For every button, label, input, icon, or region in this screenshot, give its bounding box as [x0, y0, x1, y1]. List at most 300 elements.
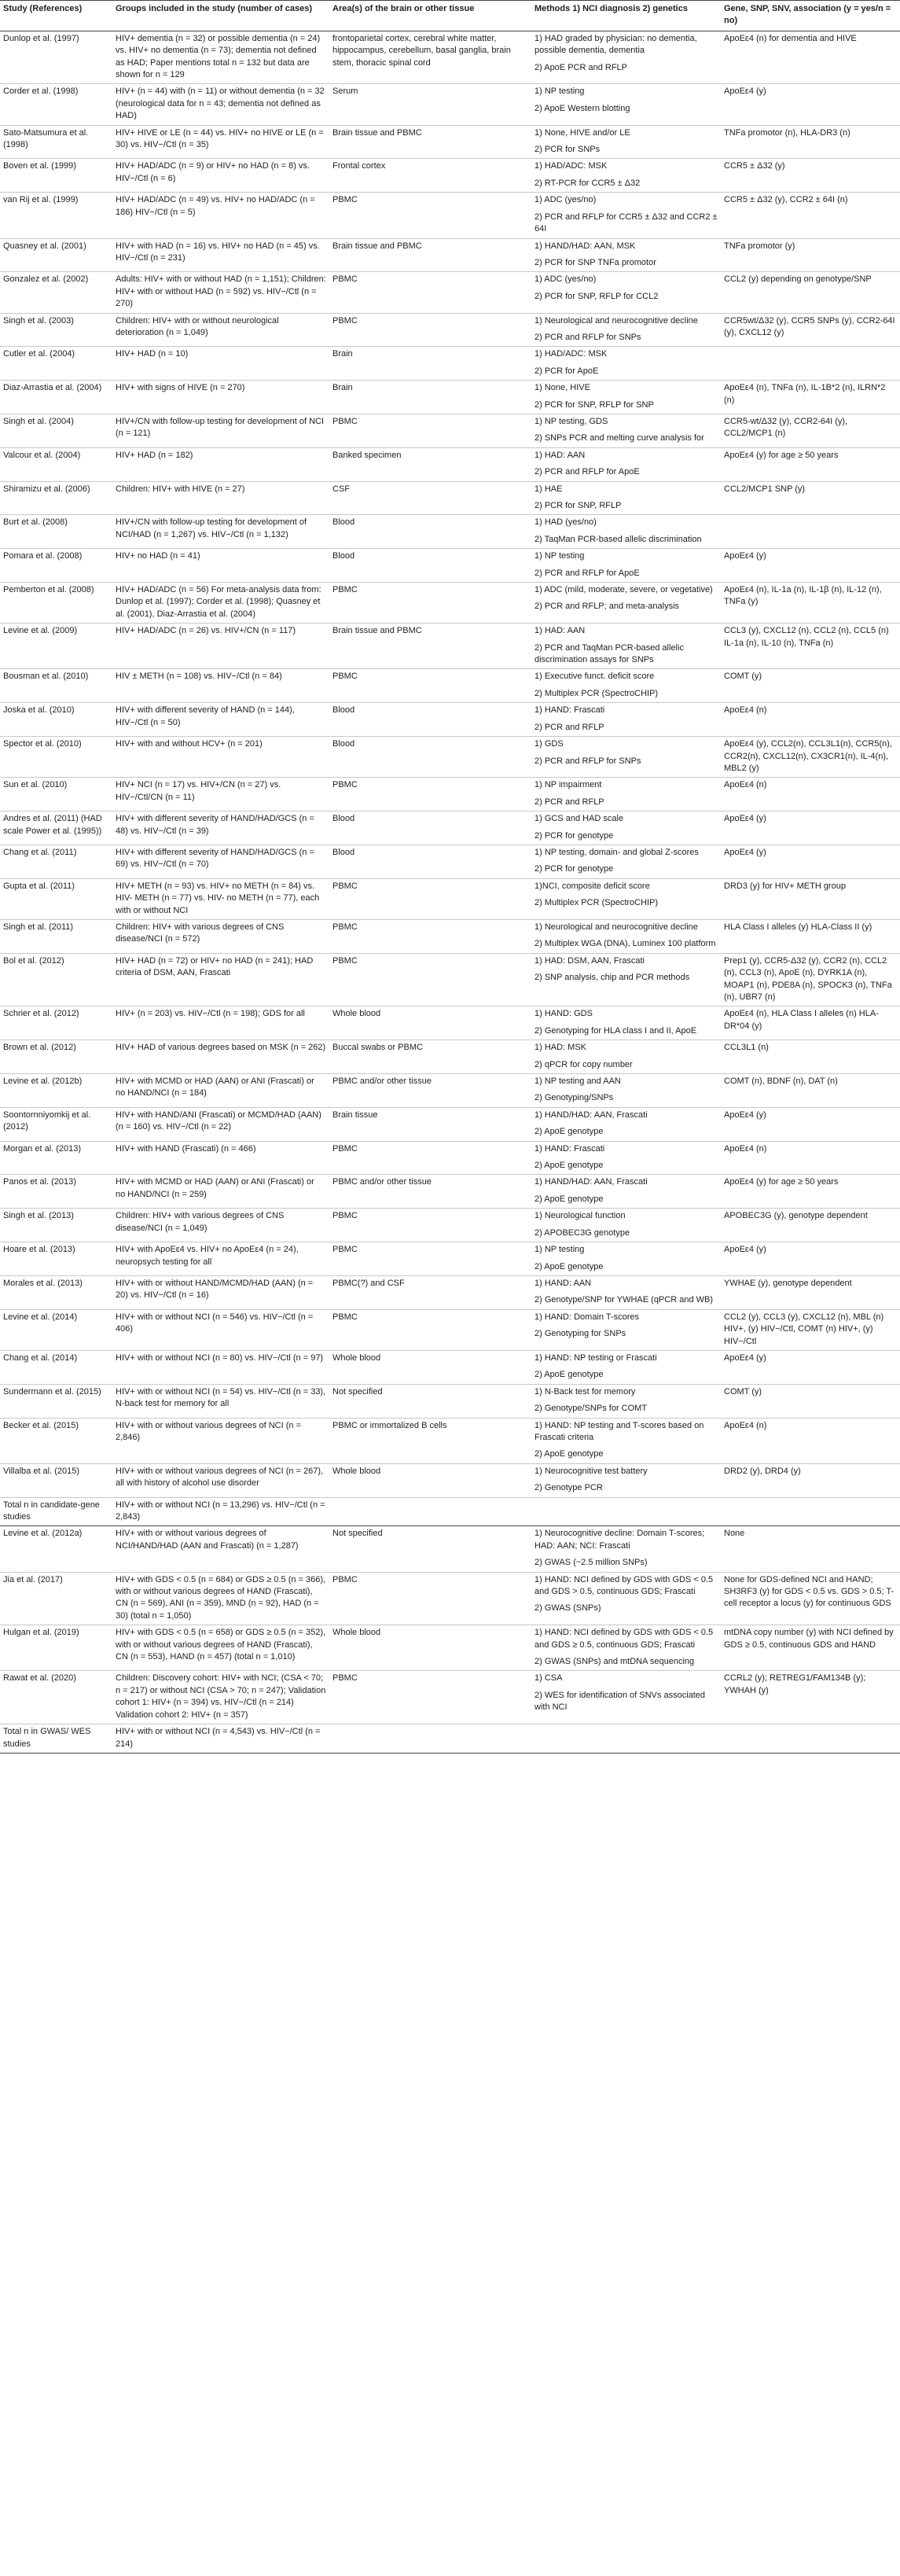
cell-groups: Children: HIV+ with HIVE (n = 27) — [112, 481, 329, 515]
table-row — [0, 953, 900, 1006]
cell-study: Sato-Matsumura et al. (1998) — [0, 125, 112, 159]
total-row — [0, 1497, 900, 1526]
method-line: 2) PCR and RFLP for ApoE — [534, 467, 640, 477]
method-line: 2) Genotyping/SNPs — [534, 1093, 614, 1103]
cell-area: Blood — [329, 737, 531, 778]
cell-study: Valcour et al. (2004) — [0, 447, 112, 481]
cell-association: ApoEε4 (n) — [721, 1141, 900, 1175]
cell-association: CCL3L1 (n) — [721, 1040, 900, 1074]
cell-groups: HIV+ with GDS < 0.5 (n = 658) or GDS ≥ 0.5 (n = 352), with or without various degrees of HAND (Frascati), CN (n = 553), HAND (n = 457) (total n = 1,010) — [112, 1625, 329, 1671]
cell-association: None for GDS-defined NCI and HAND; SH3RF3 (y) for GDS < 0.5 vs. GDS > 0.5; T-cell receptor a locus (y) for continuous GDS — [721, 1572, 900, 1625]
cell-association: ApoEε4 (y) — [721, 84, 900, 125]
cell-study: Singh et al. (2004) — [0, 414, 112, 447]
cell-methods — [531, 31, 721, 84]
method-line: 2) PCR for SNP, RFLP for CCL2 — [534, 291, 659, 301]
cell-study: Chang et al. (2014) — [0, 1350, 112, 1384]
table-row — [0, 313, 900, 347]
method-line: 2) Multiplex WGA (DNA), Luminex 100 platform — [534, 939, 716, 949]
cell-groups: HIV+ HAD/ADC (n = 26) vs. HIV+/CN (n = 117) — [112, 624, 329, 669]
method-line: 2) Genotyping for SNPs — [534, 1329, 626, 1339]
method-line: 2) ApoE genotype — [534, 1161, 604, 1171]
cell-study: Pomara et al. (2008) — [0, 549, 112, 583]
table-row — [0, 1526, 900, 1572]
table-row — [0, 481, 900, 515]
cell-association: Prep1 (y), CCR5-Δ32 (y), CCR2 (n), CCL2 (n), CCL3 (n), ApoE (n), DYRK1A (n), MOAP1 (n), PDE8A (n), SPOCK3 (n), TNFa (n), UBR7 (n) — [721, 953, 900, 1006]
cell-groups: HIV+ HAD (n = 10) — [112, 347, 329, 381]
cell-study: van Rij et al. (1999) — [0, 193, 112, 238]
cell-methods — [531, 159, 721, 193]
table-row — [0, 84, 900, 125]
header-row — [0, 1, 900, 31]
method-line: 2) ApoE Western blotting — [534, 103, 630, 113]
cell-groups: HIV+ HAD (n = 72) or HIV+ no HAD (n = 241); HAD criteria of DSM, AAN, Frascati — [112, 953, 329, 1006]
method-line: 2) SNPs PCR and melting curve analysis for — [534, 433, 704, 443]
cell-association: CCRL2 (y); RETREG1/FAM134B (y); YWHAH (y) — [721, 1671, 900, 1724]
cell-groups: HIV+ with HAD (n = 16) vs. HIV+ no HAD (n = 45) vs. HIV−/Ctl (n = 231) — [112, 238, 329, 272]
table-row — [0, 737, 900, 778]
cell-study: Levine et al. (2014) — [0, 1309, 112, 1350]
method-line: 2) ApoE genotype — [534, 1261, 604, 1271]
method-line: 1) NP testing — [534, 1245, 585, 1255]
cell-study: Pemberton et al. (2008) — [0, 583, 112, 624]
cell-association — [721, 1497, 900, 1526]
cell-methods — [531, 1107, 721, 1141]
table-row — [0, 1671, 900, 1724]
table-row — [0, 1275, 900, 1309]
method-line: 1) NP testing — [534, 551, 585, 561]
cell-association: ApoEε4 (y) — [721, 811, 900, 845]
method-line: 1) ADC (mild, moderate, severe, or vegetative) — [534, 585, 713, 595]
cell-methods — [531, 778, 721, 811]
cell-area: PBMC — [329, 1209, 531, 1242]
cell-area: PBMC and/or other tissue — [329, 1175, 531, 1209]
header-groups: Groups included in the study (number of cases) — [112, 1, 329, 31]
cell-methods — [531, 1275, 721, 1309]
method-line: 1) Neurological and neurocognitive decline — [534, 922, 698, 932]
method-line: 2) PCR and RFLP for SNPs — [534, 756, 641, 766]
method-line: 2) GWAS (SNPs) and mtDNA sequencing — [534, 1657, 695, 1667]
cell-association: ApoEε4 (y) for age ≥ 50 years — [721, 447, 900, 481]
cell-area: Not specified — [329, 1384, 531, 1418]
cell-area: Serum — [329, 84, 531, 125]
cell-association: HLA Class I alleles (y) HLA-Class II (y) — [721, 919, 900, 953]
method-line: 2) Genotyping for HLA class I and II, ApoE — [534, 1025, 697, 1036]
cell-groups: HIV+ with or without NCI (n = 546) vs. HIV−/Ctl (n = 406) — [112, 1309, 329, 1350]
cell-groups: HIV+ with ApoEε4 vs. HIV+ no ApoEε4 (n = 24), neuropsych testing for all — [112, 1242, 329, 1276]
cell-groups: HIV+ with MCMD or HAD (AAN) or ANI (Frascati) or no HAND/NCI (n = 259) — [112, 1175, 329, 1209]
method-line: 1) HAE — [534, 484, 563, 494]
table-row — [0, 1209, 900, 1242]
table-row — [0, 1006, 900, 1040]
method-line: 2) PCR for genotype — [534, 864, 614, 874]
cell-study: Total n in candidate-gene studies — [0, 1497, 112, 1526]
table-row — [0, 193, 900, 238]
method-line: 1) CSA — [534, 1673, 563, 1684]
table-row — [0, 669, 900, 703]
cell-area: PBMC — [329, 878, 531, 919]
cell-association: ApoEε4 (n) — [721, 703, 900, 737]
method-line: 2) PCR for SNP, RFLP for SNP — [534, 399, 654, 410]
cell-study: Levine et al. (2009) — [0, 624, 112, 669]
method-line: 1) HAND: NP testing and T-scores based on Frascati criteria — [534, 1420, 704, 1442]
cell-association: CCR5wt/Δ32 (y), CCR5 SNPs (y), CCR2-64I (y), CXCL12 (y) — [721, 313, 900, 347]
cell-groups: HIV+/CN with follow-up testing for development of NCI/HAD (n = 1,267) vs. HIV−/Ctl (n = 1,132) — [112, 515, 329, 549]
cell-study: Rawat et al. (2020) — [0, 1671, 112, 1724]
table-row — [0, 159, 900, 193]
table-row — [0, 1175, 900, 1209]
cell-study: Andres et al. (2011) (HAD scale Power et al. (1995)) — [0, 811, 112, 845]
cell-association: COMT (y) — [721, 1384, 900, 1418]
method-line: 1) NP testing, domain- and global Z-scores — [534, 847, 699, 857]
method-line: 1) HAD: DSM, AAN, Frascati — [534, 955, 645, 966]
cell-study: Shiramizu et al. (2006) — [0, 481, 112, 515]
cell-groups: Children: HIV+ with various degrees of CNS disease/NCI (n = 1,049) — [112, 1209, 329, 1242]
method-line: 1) Neurological function — [534, 1211, 626, 1221]
cell-study: Hoare et al. (2013) — [0, 1242, 112, 1276]
table-row — [0, 811, 900, 845]
cell-area: Brain tissue — [329, 1107, 531, 1141]
cell-methods — [531, 583, 721, 624]
cell-area: Not specified — [329, 1526, 531, 1572]
cell-groups: HIV+ HAD/ADC (n = 49) vs. HIV+ no HAD/ADC (n = 186) HIV−/Ctl (n = 5) — [112, 193, 329, 238]
cell-study: Schrier et al. (2012) — [0, 1006, 112, 1040]
cell-groups: HIV+/CN with follow-up testing for development of NCI (n = 121) — [112, 414, 329, 447]
cell-methods — [531, 549, 721, 583]
table-row — [0, 1384, 900, 1418]
cell-groups: HIV+ with HAND/ANI (Frascati) or MCMD/HAD (AAN) (n = 160) vs. HIV−/Ctl (n = 22) — [112, 1107, 329, 1141]
cell-area: CSF — [329, 481, 531, 515]
table-row — [0, 381, 900, 414]
method-line: 2) SNP analysis, chip and PCR methods — [534, 973, 690, 983]
method-line: 1) None, HIVE and/or LE — [534, 127, 630, 138]
cell-methods — [531, 1242, 721, 1276]
cell-study: Villalba et al. (2015) — [0, 1463, 112, 1497]
method-line: 2) WES for identification of SNVs associated with NCI — [534, 1690, 706, 1713]
cell-groups: HIV ± METH (n = 108) vs. HIV−/Ctl (n = 84) — [112, 669, 329, 703]
method-line: 1) HAD: MSK — [534, 1043, 587, 1053]
cell-groups: HIV+ with or without NCI (n = 80) vs. HIV−/Ctl (n = 97) — [112, 1350, 329, 1384]
method-line: 2) APOBEC3G genotype — [534, 1227, 630, 1238]
cell-groups: HIV+ METH (n = 93) vs. HIV+ no METH (n = 84) vs. HIV- METH (n = 77) vs. HIV- no METH (n = 77), each with or without NCI — [112, 878, 329, 919]
cell-area: PBMC — [329, 953, 531, 1006]
method-line: 1) N-Back test for memory — [534, 1386, 636, 1397]
cell-methods — [531, 1418, 721, 1463]
cell-methods — [531, 953, 721, 1006]
cell-area: Blood — [329, 845, 531, 878]
cell-methods — [531, 1572, 721, 1625]
cell-methods — [531, 1074, 721, 1108]
cell-association — [721, 515, 900, 549]
cell-study: Morgan et al. (2013) — [0, 1141, 112, 1175]
table-row — [0, 778, 900, 811]
cell-association: ApoEε4 (n), HLA Class I alleles (n) HLA-DR*04 (y) — [721, 1006, 900, 1040]
cell-methods — [531, 1671, 721, 1724]
cell-groups: HIV+ HAD/ADC (n = 56) For meta-analysis data from: Dunlop et al. (1997); Corder et al. (1998); Quasney et al. (2001), Diaz-Arrastia et al. (2004) — [112, 583, 329, 624]
cell-association: CCL2 (y), CCL3 (y), CXCL12 (n), MBL (n) HIV+, (y) HIV−/Ctl, COMT (n) HIV+, (y) HIV−/Ctl — [721, 1309, 900, 1350]
method-line: 1) NP testing — [534, 86, 585, 97]
method-line: 2) Multiplex PCR (SpectroCHIP) — [534, 898, 659, 908]
method-line: 1) Neurocognitive test battery — [534, 1466, 648, 1476]
header-methods: Methods 1) NCI diagnosis 2) genetics — [531, 1, 721, 31]
cell-methods — [531, 1040, 721, 1074]
cell-study: Joska et al. (2010) — [0, 703, 112, 737]
cell-groups: HIV+ with or without NCI (n = 54) vs. HIV−/Ctl (n = 33), N-back test for memory for all — [112, 1384, 329, 1418]
cell-groups: HIV+ with MCMD or HAD (AAN) or ANI (Frascati) or no HAND/NCI (n = 184) — [112, 1074, 329, 1108]
method-line: 1) GDS — [534, 739, 564, 749]
cell-association: CCR5 ± Δ32 (y), CCR2 ± 64I (n) — [721, 193, 900, 238]
cell-study: Singh et al. (2013) — [0, 1209, 112, 1242]
method-line: 2) ApoE genotype — [534, 1127, 604, 1137]
header-area: Area(s) of the brain or other tissue — [329, 1, 531, 31]
cell-area: Whole blood — [329, 1625, 531, 1671]
cell-area: PBMC — [329, 272, 531, 313]
method-line: 1)NCI, composite deficit score — [534, 881, 650, 891]
cell-groups: Adults: HIV+ with or without HAD (n = 1,151); Children: HIV+ with or without HAD (n = 592) vs. HIV−/Ctl (n = 270) — [112, 272, 329, 313]
cell-groups: HIV+ with different severity of HAND/HAD/GCS (n = 69) vs. HIV−/Ctl (n = 70) — [112, 845, 329, 878]
cell-methods — [531, 515, 721, 549]
table-row — [0, 1040, 900, 1074]
method-line: 2) PCR for SNP, RFLP — [534, 501, 622, 510]
method-line: 1) ADC (yes/no) — [534, 274, 597, 285]
cell-groups: HIV+ with HAND (Frascati) (n = 466) — [112, 1141, 329, 1175]
method-line: 1) NP testing and AAN — [534, 1076, 621, 1087]
cell-groups: HIV+ dementia (n = 32) or possible dementia (n = 24) vs. HIV+ no dementia (n = 73); dementia not defined as HAD; Paper mentions total n = 132 but data are shown for n = 129 — [112, 31, 329, 84]
cell-area: PBMC — [329, 919, 531, 953]
cell-methods — [531, 878, 721, 919]
method-line: 2) PCR for genotype — [534, 830, 614, 841]
cell-association: CCL2/MCP1 SNP (y) — [721, 481, 900, 515]
cell-study: Dunlop et al. (1997) — [0, 31, 112, 84]
cell-groups: Children: Discovery cohort: HIV+ with NCI; (CSA < 70; n = 217) or without NCI (CSA > 70; n = 247); Validation cohort 1: HIV+ (n = 394) vs. HIV−/Ctl (n = 214) Validation cohort 2: HIV+ (n = 357) — [112, 1671, 329, 1724]
cell-area: PBMC — [329, 1141, 531, 1175]
cell-area: Brain tissue and PBMC — [329, 125, 531, 159]
table-row — [0, 1418, 900, 1463]
cell-groups: HIV+ HAD/ADC (n = 9) or HIV+ no HAD (n = 8) vs. HIV−/Ctl (n = 6) — [112, 159, 329, 193]
cell-association: ApoEε4 (y) — [721, 845, 900, 878]
cell-area: frontoparietal cortex, cerebral white matter, hippocampus, cerebellum, basal ganglia, brain stem, thoracic spinal cord — [329, 31, 531, 84]
cell-area: Buccal swabs or PBMC — [329, 1040, 531, 1074]
cell-study: Diaz-Arrastia et al. (2004) — [0, 381, 112, 414]
method-line: 2) GWAS (~2.5 million SNPs) — [534, 1558, 648, 1568]
table-row — [0, 1141, 900, 1175]
cell-association: ApoEε4 (y) — [721, 549, 900, 583]
cell-study: Sundermann et al. (2015) — [0, 1384, 112, 1418]
cell-methods — [531, 347, 721, 381]
method-line: 2) Genotype/SNP for YWHAE (qPCR and WB) — [534, 1295, 714, 1305]
method-line: 2) PCR and RFLP; and meta-analysis — [534, 602, 680, 612]
table-row — [0, 1463, 900, 1497]
cell-study: Spector et al. (2010) — [0, 737, 112, 778]
method-line: 1) Executive funct. deficit score — [534, 672, 655, 682]
method-line: 2) PCR and RFLP for CCR5 ± Δ32 and CCR2 ± 64I — [534, 212, 718, 234]
cell-study: Quasney et al. (2001) — [0, 238, 112, 272]
cell-study: Gupta et al. (2011) — [0, 878, 112, 919]
cell-study: Singh et al. (2003) — [0, 313, 112, 347]
cell-groups: HIV+ HAD of various degrees based on MSK (n = 262) — [112, 1040, 329, 1074]
cell-area: Brain tissue and PBMC — [329, 238, 531, 272]
cell-study: Soontornniyomkij et al. (2012) — [0, 1107, 112, 1141]
cell-groups: HIV+ with or without various degrees of NCI (n = 267), all with history of alcohol use disorder — [112, 1463, 329, 1497]
cell-association: CCR5 ± Δ32 (y) — [721, 159, 900, 193]
cell-study: Levine et al. (2012b) — [0, 1074, 112, 1108]
header-association: Gene, SNP, SNV, association (y = yes/n = no) — [721, 1, 900, 31]
cell-area: PBMC — [329, 1242, 531, 1276]
table-row — [0, 583, 900, 624]
cell-association: CCL3 (y), CXCL12 (n), CCL2 (n), CCL5 (n) IL-1a (n), IL-10 (n), TNFa (n) — [721, 624, 900, 669]
cell-association: COMT (n), BDNF (n), DAT (n) — [721, 1074, 900, 1108]
cell-study: Brown et al. (2012) — [0, 1040, 112, 1074]
cell-methods — [531, 919, 721, 953]
cell-association: ApoEε4 (n) for dementia and HIVE — [721, 31, 900, 84]
method-line: 1) HAND: NP testing or Frascati — [534, 1352, 657, 1363]
cell-study: Boven et al. (1999) — [0, 159, 112, 193]
method-line: 2) TaqMan PCR-based allelic discrimination — [534, 534, 702, 544]
method-line: 1) HAND: GDS — [534, 1009, 593, 1019]
cell-methods — [531, 845, 721, 878]
cell-methods — [531, 481, 721, 515]
method-line: 1) HAD: AAN — [534, 626, 586, 636]
cell-groups: HIV+ (n = 44) with (n = 11) or without dementia (n = 32 (neurological data for n = 43; dementia not defined as HAD) — [112, 84, 329, 125]
method-line: 1) GCS and HAD scale — [534, 814, 624, 824]
table-row — [0, 549, 900, 583]
cell-association — [721, 1724, 900, 1754]
cell-methods — [531, 737, 721, 778]
method-line: 1) HAD/ADC: MSK — [534, 161, 608, 171]
table-row — [0, 515, 900, 549]
cell-area: PBMC — [329, 1309, 531, 1350]
cell-area: PBMC and/or other tissue — [329, 1074, 531, 1108]
method-line: 1) HAND/HAD: AAN, Frascati — [534, 1177, 648, 1187]
cell-area: PBMC(?) and CSF — [329, 1275, 531, 1309]
method-line: 1) NP impairment — [534, 780, 602, 790]
method-line: 2) PCR for SNPs — [534, 145, 601, 155]
cell-area: PBMC — [329, 583, 531, 624]
cell-association: DRD2 (y), DRD4 (y) — [721, 1463, 900, 1497]
method-line: 2) PCR and TaqMan PCR-based allelic discrimination assays for SNPs — [534, 642, 684, 665]
cell-study: Jia et al. (2017) — [0, 1572, 112, 1625]
cell-methods — [531, 1625, 721, 1671]
cell-methods — [531, 1350, 721, 1384]
cell-area: PBMC — [329, 1671, 531, 1724]
cell-area: PBMC — [329, 313, 531, 347]
method-line: 1) HAND: Frascati — [534, 1143, 605, 1154]
cell-methods — [531, 1724, 721, 1754]
cell-area: Blood — [329, 549, 531, 583]
table-row — [0, 878, 900, 919]
cell-area: Brain — [329, 381, 531, 414]
method-line: 2) GWAS (SNPs) — [534, 1603, 601, 1614]
cell-methods — [531, 1497, 721, 1526]
cell-methods — [531, 272, 721, 313]
cell-study: Burt et al. (2008) — [0, 515, 112, 549]
cell-methods — [531, 703, 721, 737]
method-line: 1) HAD (yes/no) — [534, 517, 597, 528]
method-line: 1) Neurocognitive decline: Domain T-scores; HAD: AAN; NCI: Frascati — [534, 1529, 705, 1551]
cell-study: Morales et al. (2013) — [0, 1275, 112, 1309]
method-line: 2) PCR and RFLP — [534, 797, 604, 807]
cell-groups: HIV+ NCI (n = 17) vs. HIV+/CN (n = 27) vs. HIV−/Ctl/CN (n = 11) — [112, 778, 329, 811]
cell-methods — [531, 1175, 721, 1209]
cell-methods — [531, 1209, 721, 1242]
table-row — [0, 414, 900, 447]
cell-area: PBMC — [329, 669, 531, 703]
method-line: 2) PCR and RFLP — [534, 722, 604, 732]
cell-area: Whole blood — [329, 1006, 531, 1040]
cell-area: PBMC — [329, 414, 531, 447]
method-line: 2) PCR for ApoE — [534, 366, 599, 376]
method-line: 1) HAND: Domain T-scores — [534, 1312, 640, 1322]
cell-groups: HIV+ HIVE or LE (n = 44) vs. HIV+ no HIVE or LE (n = 30) vs. HIV−/Ctl (n = 35) — [112, 125, 329, 159]
cell-methods — [531, 1463, 721, 1497]
cell-methods — [531, 238, 721, 272]
cell-association: YWHAE (y), genotype dependent — [721, 1275, 900, 1309]
method-line: 1) Neurological and neurocognitive decline — [534, 315, 698, 326]
cell-area: Brain tissue and PBMC — [329, 624, 531, 669]
cell-methods — [531, 624, 721, 669]
method-line: 2) RT-PCR for CCR5 ± Δ32 — [534, 178, 641, 188]
table-row — [0, 1107, 900, 1141]
method-line: 1) HAND: AAN — [534, 1278, 592, 1288]
cell-groups: HIV+ (n = 203) vs. HIV−/Ctl (n = 198); GDS for all — [112, 1006, 329, 1040]
table-body — [0, 31, 900, 1753]
cell-groups: HIV+ with or without NCI (n = 13,296) vs. HIV−/Ctl (n = 2,843) — [112, 1497, 329, 1526]
cell-area — [329, 1497, 531, 1526]
cell-groups: HIV+ with or without various degrees of NCI (n = 2,846) — [112, 1418, 329, 1463]
cell-methods — [531, 811, 721, 845]
method-line: 1) HAND: NCI defined by GDS with GDS < 0.5 and GDS > 0.5, continuous GDS; Frascati — [534, 1574, 714, 1597]
cell-study: Sun et al. (2010) — [0, 778, 112, 811]
method-line: 2) ApoE genotype — [534, 1194, 604, 1204]
method-line: 2) PCR for SNP TNFa promotor — [534, 257, 656, 267]
method-line: 1) HAD: AAN — [534, 450, 586, 460]
table-row — [0, 31, 900, 84]
method-line: 2) ApoE genotype — [534, 1449, 604, 1459]
method-line: 2) ApoE genotype — [534, 1370, 604, 1380]
cell-methods — [531, 447, 721, 481]
table-header — [0, 1, 900, 31]
cell-area: Whole blood — [329, 1350, 531, 1384]
cell-study: Hulgan et al. (2019) — [0, 1625, 112, 1671]
cell-association — [721, 347, 900, 381]
cell-study: Cutler et al. (2004) — [0, 347, 112, 381]
method-line: 1) HAD/ADC: MSK — [534, 349, 608, 359]
cell-association: ApoEε4 (y) — [721, 1350, 900, 1384]
method-line: 2) Multiplex PCR (SpectroCHIP) — [534, 688, 659, 698]
method-line: 1) ADC (yes/no) — [534, 195, 597, 205]
cell-association: TNFa promotor (y) — [721, 238, 900, 272]
cell-methods — [531, 1141, 721, 1175]
cell-methods — [531, 1526, 721, 1572]
cell-study: Bol et al. (2012) — [0, 953, 112, 1006]
cell-area: Blood — [329, 515, 531, 549]
cell-area: PBMC — [329, 1572, 531, 1625]
cell-study: Singh et al. (2011) — [0, 919, 112, 953]
method-line: 2) PCR and RFLP for SNPs — [534, 332, 641, 342]
cell-groups: HIV+ with or without HAND/MCMD/HAD (AAN) (n = 20) vs. HIV−/Ctl (n = 16) — [112, 1275, 329, 1309]
method-line: 1) NP testing, GDS — [534, 416, 608, 426]
cell-association: COMT (y) — [721, 669, 900, 703]
cell-association: mtDNA copy number (y) with NCI defined by GDS ≥ 0.5, continuous GDS and HAND — [721, 1625, 900, 1671]
method-line: 2) Genotype PCR — [534, 1483, 603, 1493]
cell-association: ApoEε4 (n) — [721, 778, 900, 811]
table-row — [0, 347, 900, 381]
header-study: Study (References) — [0, 1, 112, 31]
cell-groups: HIV+ with and without HCV+ (n = 201) — [112, 737, 329, 778]
method-line: 2) Genotype/SNPs for COMT — [534, 1404, 648, 1414]
cell-association: DRD3 (y) for HIV+ METH group — [721, 878, 900, 919]
cell-area: Frontal cortex — [329, 159, 531, 193]
cell-methods — [531, 313, 721, 347]
